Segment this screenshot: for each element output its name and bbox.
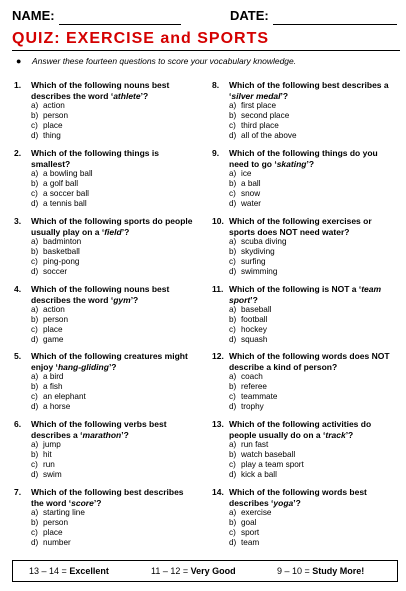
option-b[interactable]: b) goal — [229, 518, 257, 527]
option-d[interactable]: d) trophy — [229, 402, 264, 411]
option-b[interactable]: b) a golf ball — [31, 179, 79, 188]
question-text: Which of the following nouns best describes the word ‘gym’? — [31, 284, 170, 305]
option-a[interactable]: a) jump — [31, 440, 61, 449]
option-d[interactable]: d) a horse — [31, 402, 71, 411]
option-d[interactable]: d) squash — [229, 335, 268, 344]
question-text: Which of the following verbs best describes a ‘marathon’? — [31, 419, 167, 440]
option-list — [229, 237, 394, 277]
option-a[interactable]: a) action — [31, 101, 65, 110]
score-very-good: 11 – 12 = Very Good — [151, 566, 236, 576]
question-term: marathon — [82, 429, 122, 440]
option-c[interactable]: c) surfing — [229, 257, 266, 266]
score-excellent: 13 – 14 = Excellent — [29, 566, 109, 576]
question-term: skating — [276, 158, 307, 169]
question-number: 5. — [14, 351, 22, 361]
score-study-more: 9 – 10 = Study More! — [277, 566, 365, 576]
option-b[interactable]: b) person — [31, 315, 69, 324]
option-d[interactable]: d) soccer — [31, 267, 68, 276]
question-number: 7. — [14, 487, 22, 497]
question-number: 11. — [212, 284, 224, 294]
option-a[interactable]: a) exercise — [229, 508, 272, 517]
question-8 — [212, 80, 394, 141]
quiz-title: QUIZ: EXERCISE and SPORTS — [12, 30, 270, 47]
option-c[interactable]: c) place — [31, 528, 63, 537]
question-term: yoga — [273, 497, 294, 508]
option-a[interactable]: a) a bird — [31, 372, 64, 381]
question-term: hang-gliding — [57, 361, 109, 372]
option-a[interactable]: a) first place — [229, 101, 277, 110]
question-term: score — [71, 497, 94, 508]
option-c[interactable]: c) teammate — [229, 392, 278, 401]
question-11 — [212, 284, 394, 345]
name-blank-line[interactable] — [59, 11, 181, 25]
instructions-text: Answer these fourteen questions to score your vocabulary knowledge. — [32, 56, 297, 66]
option-b[interactable]: b) skydiving — [229, 247, 275, 256]
option-c[interactable]: c) hockey — [229, 325, 267, 334]
question-number: 9. — [212, 148, 220, 158]
option-d[interactable]: d) thing — [31, 131, 61, 140]
option-a[interactable]: a) starting line — [31, 508, 85, 517]
option-list — [31, 169, 196, 209]
option-b[interactable]: b) basketball — [31, 247, 80, 256]
question-number: 6. — [14, 419, 22, 429]
question-text: Which of the following things do you need to go ‘skating’? — [229, 148, 378, 169]
question-term: field — [104, 226, 122, 237]
question-text: Which of the following exercises or sports does NOT need water? — [229, 216, 372, 237]
option-list — [31, 305, 196, 345]
question-number: 1. — [14, 80, 22, 90]
question-text: Which of the following words best describes ‘yoga’? — [229, 487, 367, 508]
question-10 — [212, 216, 394, 277]
date-blank-line[interactable] — [273, 11, 397, 25]
question-2 — [14, 148, 196, 209]
option-b[interactable]: b) watch baseball — [229, 450, 296, 459]
score-key — [12, 560, 398, 582]
name-label: NAME: — [12, 8, 55, 23]
option-list — [229, 440, 394, 480]
question-number: 12. — [212, 351, 224, 361]
option-d[interactable]: d) water — [229, 199, 262, 208]
question-term: gym — [113, 294, 131, 305]
date-label: DATE: — [230, 8, 269, 23]
option-d[interactable]: d) kick a ball — [229, 470, 277, 479]
option-b[interactable]: b) hit — [31, 450, 52, 459]
question-term: silver medal — [231, 90, 281, 101]
date-field — [230, 7, 397, 25]
question-number: 3. — [14, 216, 22, 226]
question-number: 14. — [212, 487, 224, 497]
option-b[interactable]: b) football — [229, 315, 268, 324]
option-list — [31, 372, 196, 412]
question-4 — [14, 284, 196, 345]
question-text: Which of the following sports do people usually play on a ‘field’? — [31, 216, 193, 237]
question-number: 8. — [212, 80, 220, 90]
option-c[interactable]: c) play a team sport — [229, 460, 304, 469]
question-5 — [14, 351, 196, 412]
question-6 — [14, 419, 196, 480]
option-d[interactable]: d) team — [229, 538, 260, 547]
question-text: Which of the following things is smallest? — [31, 148, 159, 169]
question-text: Which of the following activities do people usually do on a ‘track’? — [229, 419, 372, 440]
option-a[interactable]: a) action — [31, 305, 65, 314]
option-d[interactable]: d) number — [31, 538, 71, 547]
header — [12, 7, 400, 25]
option-d[interactable]: d) game — [31, 335, 64, 344]
option-list — [31, 237, 196, 277]
question-number: 2. — [14, 148, 22, 158]
question-text: Which of the following words does NOT describe a kind of person? — [229, 351, 390, 372]
option-c[interactable]: c) snow — [229, 189, 261, 198]
question-text: Which of the following creatures might enjoy ‘hang-gliding’? — [31, 351, 188, 372]
option-list — [229, 372, 394, 412]
option-d[interactable]: d) swim — [31, 470, 62, 479]
option-c[interactable]: c) third place — [229, 121, 279, 130]
option-c[interactable]: c) place — [31, 325, 63, 334]
question-text: Which of the following nouns best describes the word ‘athlete’? — [31, 80, 170, 101]
option-a[interactable]: a) coach — [229, 372, 263, 381]
option-c[interactable]: c) an elephant — [31, 392, 86, 401]
option-d[interactable]: d) a tennis ball — [31, 199, 87, 208]
question-term: team sport — [229, 284, 382, 305]
question-text: Which of the following best describes a ‘silver medal’? — [229, 80, 389, 101]
option-a[interactable]: a) ice — [229, 169, 252, 178]
option-c[interactable]: c) sport — [229, 528, 260, 537]
question-term: athlete — [113, 90, 141, 101]
option-b[interactable]: b) person — [31, 518, 69, 527]
question-7 — [14, 487, 196, 548]
option-d[interactable]: d) all of the above — [229, 131, 297, 140]
option-a[interactable]: a) run fast — [229, 440, 269, 449]
option-list — [229, 305, 394, 345]
option-c[interactable]: c) a soccer ball — [31, 189, 89, 198]
option-a[interactable]: a) a bowling ball — [31, 169, 93, 178]
question-13 — [212, 419, 394, 480]
option-list — [229, 101, 394, 141]
question-number: 4. — [14, 284, 22, 294]
question-term: track — [325, 429, 346, 440]
option-b[interactable]: b) referee — [229, 382, 267, 391]
option-b[interactable]: b) a ball — [229, 179, 261, 188]
option-list — [229, 508, 394, 548]
option-list — [31, 440, 196, 480]
option-a[interactable]: a) badminton — [31, 237, 82, 246]
title-divider — [12, 50, 400, 51]
option-list — [229, 169, 394, 209]
option-b[interactable]: b) a fish — [31, 382, 63, 391]
option-list — [31, 101, 196, 141]
option-c[interactable]: c) place — [31, 121, 63, 130]
bullet-icon: ● — [16, 56, 22, 66]
option-c[interactable]: c) ping-pong — [31, 257, 80, 266]
option-a[interactable]: a) baseball — [229, 305, 272, 314]
option-b[interactable]: b) second place — [229, 111, 290, 120]
question-text: Which of the following is NOT a ‘team sport’? — [229, 284, 382, 305]
question-1 — [14, 80, 196, 141]
option-c[interactable]: c) run — [31, 460, 55, 469]
question-3 — [14, 216, 196, 277]
question-number: 10. — [212, 216, 224, 226]
question-number: 13. — [212, 419, 224, 429]
instructions — [16, 56, 396, 67]
option-list — [31, 508, 196, 548]
question-9 — [212, 148, 394, 209]
question-12 — [212, 351, 394, 412]
name-field — [12, 7, 181, 25]
question-14 — [212, 487, 394, 548]
option-d[interactable]: d) swimming — [229, 267, 278, 276]
question-text: Which of the following best describes the word ‘score’? — [31, 487, 184, 508]
option-a[interactable]: a) scuba diving — [229, 237, 287, 246]
option-b[interactable]: b) person — [31, 111, 69, 120]
